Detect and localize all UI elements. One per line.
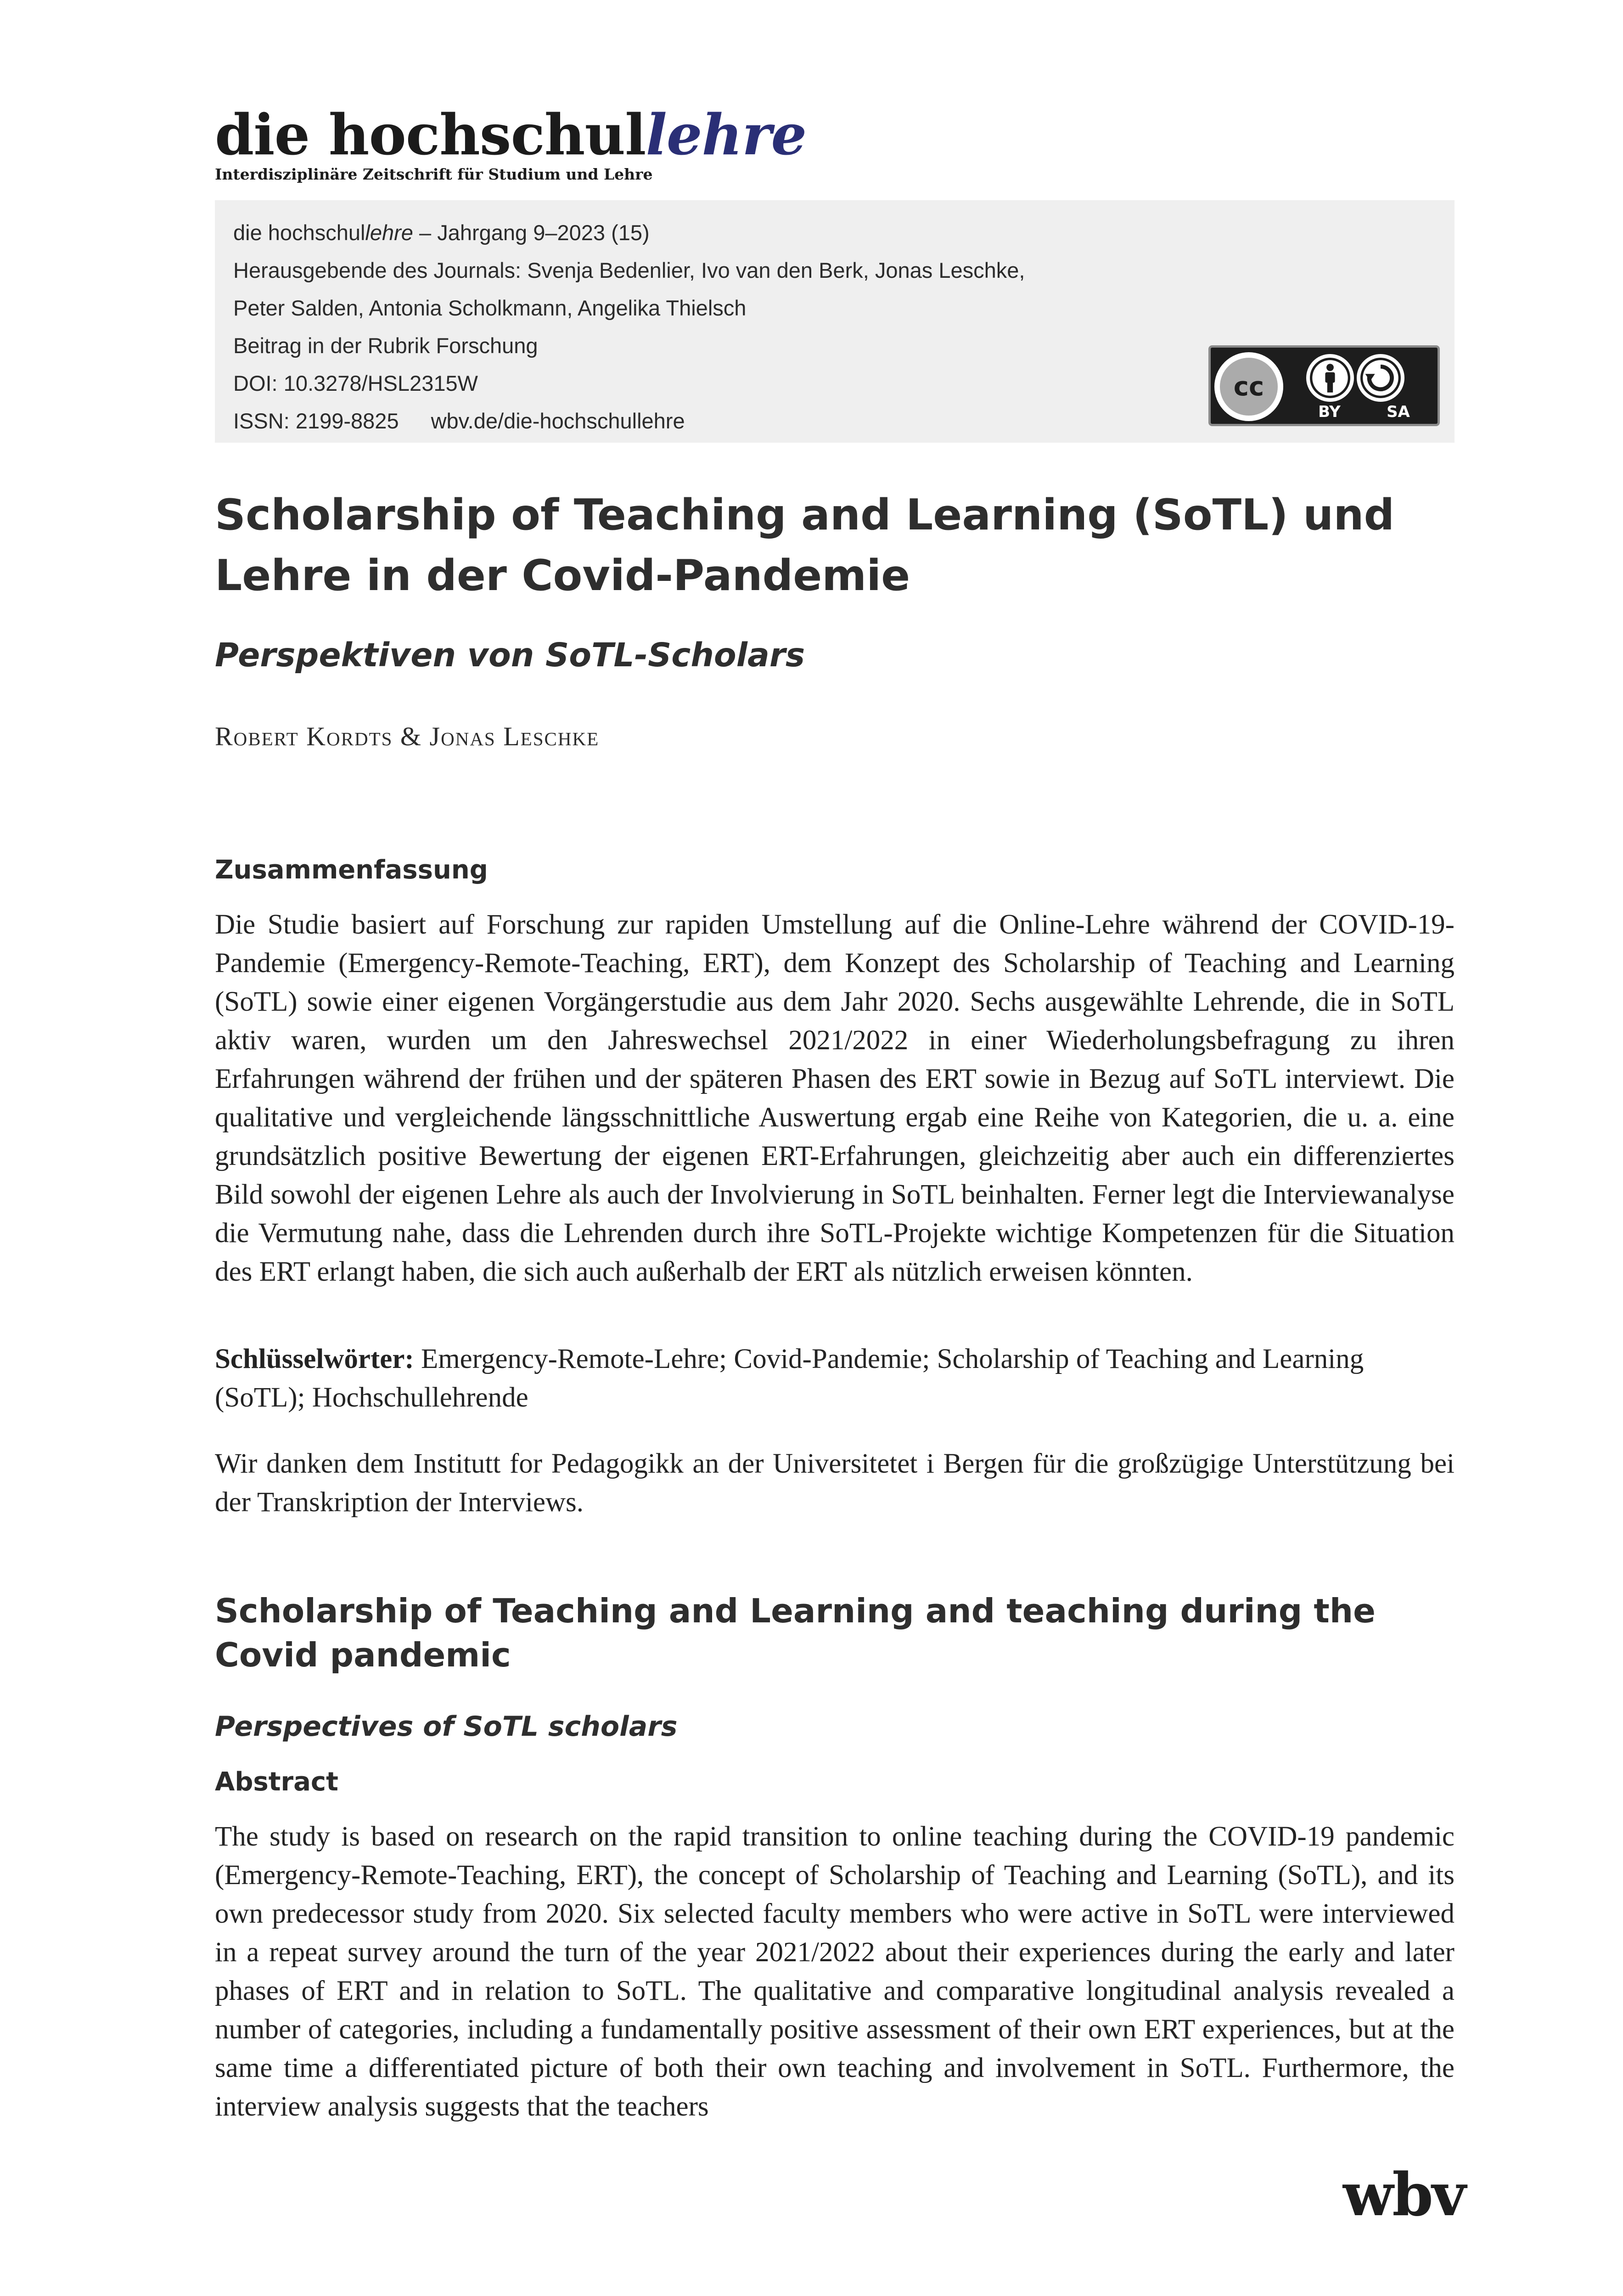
- person-icon: [1306, 354, 1354, 402]
- keywords-label: Schlüsselwörter:: [215, 1344, 414, 1374]
- share-alike-icon-graphic: [1360, 358, 1401, 398]
- english-subtitle: Perspectives of SoTL scholars: [215, 1711, 678, 1743]
- keywords: [215, 1340, 1455, 1417]
- abstract-heading: Abstract: [215, 1767, 338, 1797]
- share-alike-icon: [1357, 354, 1404, 402]
- journal-issue-line: die hochschullehre – Jahrgang 9–2023 (15): [233, 220, 650, 245]
- website-link[interactable]: wbv.de/die-hochschullehre: [431, 409, 685, 433]
- keywords-list: Emergency-Remote-Lehre; Covid-Pandemie; Scholarship of Teaching and Learning (SoTL); Hochschullehrende: [215, 1344, 1364, 1413]
- cc-labels: [1295, 403, 1433, 423]
- acknowledgement: Wir danken dem Institutt for Pedagogikk an der Universitetet i Bergen für die großzügige Unterstützung bei der Transkription der Interviews.: [215, 1448, 1455, 1518]
- meta-lines: [233, 214, 1025, 440]
- zusammenfassung-text: Die Studie basiert auf Forschung zur rapiden Umstellung auf die Online-Lehre während der COVID-19-Pandemie (Emergency-Remote-Teaching, ERT), dem Konzept des Scholarship of Teaching and Learning (SoTL) sowie einer eigenen Vorgängerstudie aus dem Jahr 2020. Sechs ausgewählte Lehrende, die in SoTL aktiv waren, wurden um den Jahreswechsel 2021/2022 in einer Wiederholungsbefragung zu ihren Erfahrungen während der frühen und der späteren Phasen des ERT sowie in Bezug auf SoTL interviewt. Die qualitative und vergleichende längsschnittliche Auswertung ergab eine Reihe von Kategorien, die u. a. eine grundsätzlich positive Bewertung der eigenen ERT-Erfahrungen, gleichzeitig aber auch ein differenziertes Bild sowohl der eigenen Lehre als auch der Involvierung in SoTL beinhalten. Ferner legt die Interviewanalyse die Vermutung nahe, dass die Lehrenden durch ihre SoTL-Projekte wichtige Kompetenzen für die Situation des ERT erlangt haben, die sich auch außerhalb der ERT als nützlich erweisen könnten.: [215, 909, 1455, 1287]
- article-meta-box: [215, 200, 1455, 443]
- rubric-line: Beitrag in der Rubrik Forschung: [233, 333, 538, 358]
- person-icon-graphic: [1310, 358, 1350, 398]
- editors-line-1: Herausgebende des Journals: Svenja Bedenlier, Ivo van den Berk, Jonas Leschke,: [233, 258, 1025, 282]
- article-subtitle: Perspektiven von SoTL-Scholars: [215, 636, 805, 674]
- english-title: Scholarship of Teaching and Learning and teaching during the Covid pandemic: [215, 1592, 1376, 1674]
- editors-line-2: Peter Salden, Antonia Scholkmann, Angelika Thielsch: [233, 296, 747, 320]
- journal-subtitle: Interdisziplinäre Zeitschrift für Studium und Lehre: [215, 165, 653, 183]
- journal-logo: [215, 101, 807, 168]
- cc-logo-icon: cc: [1214, 352, 1283, 421]
- by-label: BY: [1318, 403, 1341, 421]
- issn-line: [233, 402, 1025, 440]
- doi-line[interactable]: DOI: 10.3278/HSL2315W: [233, 371, 478, 395]
- article-title: Scholarship of Teaching and Learning (SoTL) und Lehre in der Covid-Pandemie: [215, 490, 1395, 600]
- abstract-text: The study is based on research on the rapid transition to online teaching during the COVID-19 pandemic (Emergency-Remote-Teaching, ERT), the concept of Scholarship of Teaching and Learning (SoTL), and its own predecessor study from 2020. Six selected faculty members who were active in SoTL were interviewed in a repeat survey around the turn of the year 2021/2022 about their experiences during the early and later phases of ERT and in relation to SoTL. The qualitative and comparative longitudinal analysis revealed a number of categories, including a fundamentally positive assessment of their own ERT experiences, but at the same time a differentiated picture of both their own teaching and involvement in SoTL. Furthermore, the interview analysis suggests that the teachers: [215, 1821, 1455, 2122]
- journal-logo-accent: lehre: [646, 101, 807, 168]
- journal-logo-main: die hochschul: [215, 101, 646, 168]
- zusammenfassung-heading: Zusammenfassung: [215, 855, 488, 885]
- issn: ISSN: 2199-8825: [233, 409, 399, 433]
- journal-masthead: [215, 101, 807, 183]
- sa-label: SA: [1387, 403, 1410, 421]
- publisher-logo: wbv: [1343, 2161, 1465, 2229]
- article-authors: Robert Kordts & Jonas Leschke: [215, 721, 600, 751]
- cc-by-sa-badge[interactable]: [1208, 345, 1440, 426]
